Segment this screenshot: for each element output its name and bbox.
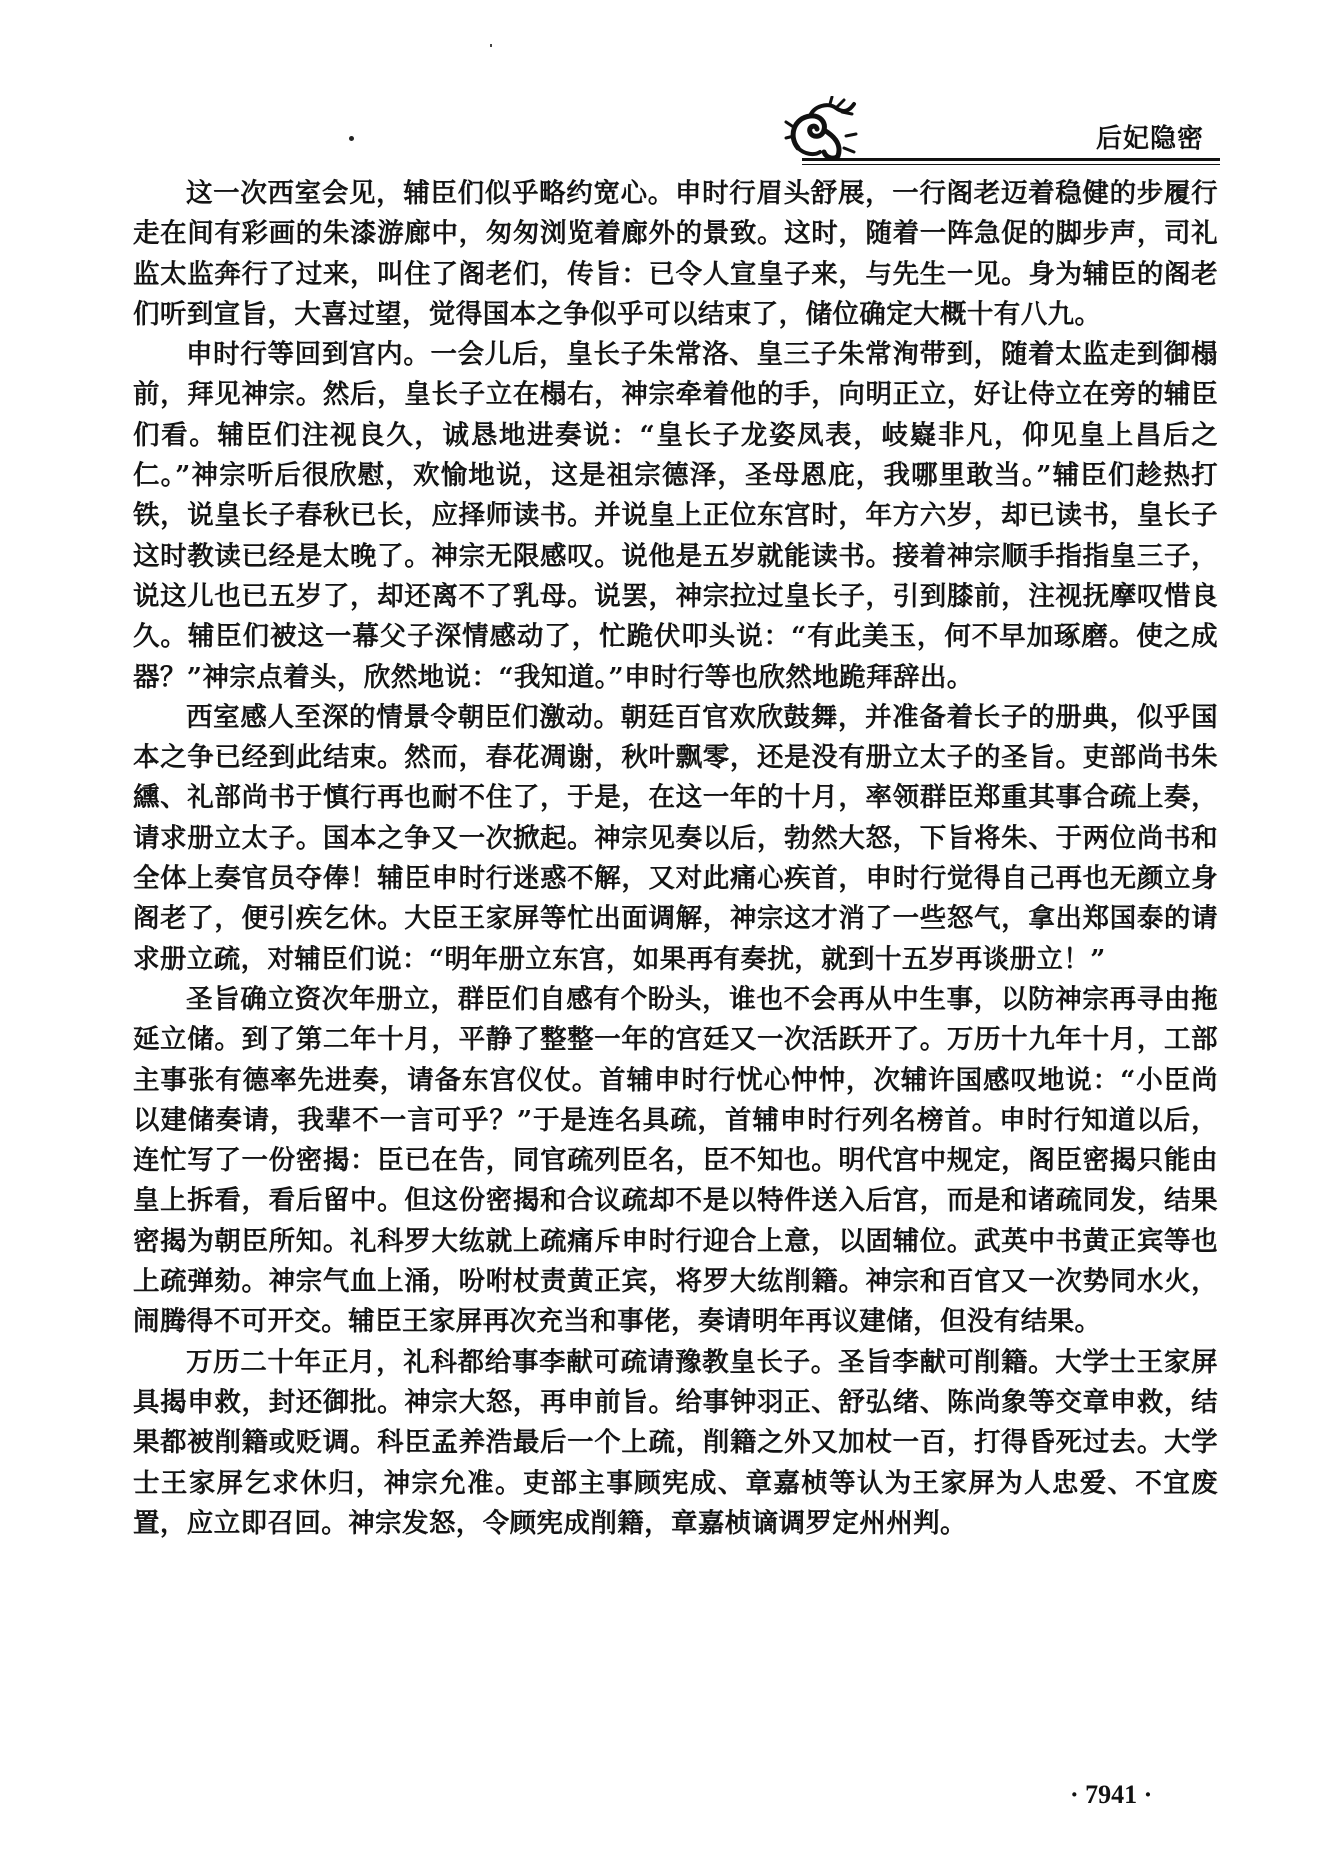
- paragraph: 万历二十年正月，礼科都给事李献可疏请豫教皇长子。圣旨李献可削籍。大学士王家屏具揭申救，封还御批。神宗大怒，再申前旨。给事钟羽正、舒弘绪、陈尚象等交章申救，结果都被削籍或贬调。科臣孟养浩最后一个上疏，削籍之外又加杖一百，打得昏死过去。大学士王家屏乞求休归，神宗允准。吏部主事顾宪成、章嘉桢等认为王家屏为人忠爱、不宜废置，应立即召回。神宗发怒，令顾宪成削籍，章嘉桢谪调罗定州州判。: [133, 1346, 1218, 1539]
- paragraph: 这一次西室会见，辅臣们似乎略约宽心。申时行眉头舒展，一行阁老迈着稳健的步履行走在间有彩画的朱漆游廊中，匆匆浏览着廊外的景致。这时，随着一阵急促的脚步声，司礼监太监奔行了过来，叫住了阁老们，传旨：已令人宣皇子来，与先生一见。身为辅臣的阁老们听到宣旨，大喜过望，觉得国本之争似乎可以结束了，储位确定大概十有八九。: [133, 178, 1218, 330]
- paragraph: 西室感人至深的情景令朝臣们激动。朝廷百官欢欣鼓舞，并准备着长子的册典，似乎国本之争已经到此结束。然而，春花凋谢，秋叶飘零，还是没有册立太子的圣旨。吏部尚书朱纁、礼部尚书于慎行再也耐不住了，于是，在这一年的十月，率领群臣郑重其事合疏上奏，请求册立太子。国本之争又一次掀起。神宗见奏以后，勃然大怒，下旨将朱、于两位尚书和全体上奏官员夺俸！辅臣申时行迷惑不解，又对此痛心疾首，申时行觉得自己再也无颜立身阁老了，便引疾乞休。大臣王家屏等忙出面调解，神宗这才消了一些怒气，拿出郑国泰的请求册立疏，对辅臣们说：“明年册立东宫，如果再有奏扰，就到十五岁再谈册立！”: [133, 701, 1218, 975]
- paragraph: 圣旨确立资次年册立，群臣们自感有个盼头，谁也不会再从中生事，以防神宗再寻由拖延立储。到了第二年十月，平静了整整一年的宫廷又一次活跃开了。万历十九年十月，工部主事张有德率先进奏，请备东宫仪仗。首辅申时行忧心忡忡，次辅许国感叹地说：“小臣尚以建储奏请，我辈不一言可乎？”于是连名具疏，首辅申时行列名榜首。申时行知道以后，连忙写了一份密揭：臣已在告，同官疏列臣名，臣不知也。明代宫中规定，阁臣密揭只能由皇上拆看，看后留中。但这份密揭和合议疏却不是以特件送入后宫，而是和诸疏同发，结果密揭为朝臣所知。礼科罗大纮就上疏痛斥申时行迎合上意，以固辅位。武英中书黄正宾等也上疏弹劾。神宗气血上涌，吩咐杖责黄正宾，将罗大纮削籍。神宗和百官又一次势同水火，闹腾得不可开交。辅臣王家屏再次充当和事佬，奏请明年再议建储，但没有结果。: [133, 983, 1218, 1338]
- page-header: [0, 0, 1322, 160]
- header-dot: [349, 136, 354, 141]
- header-rule: [802, 158, 1220, 161]
- header-rule-thin: [802, 164, 1220, 165]
- body-text: [133, 174, 1218, 1544]
- dragon-emblem-icon: [784, 96, 860, 162]
- section-title: 后妃隐密: [1096, 124, 1205, 154]
- page-number: · 7941 ·: [1070, 1780, 1153, 1809]
- paragraph: 申时行等回到宫内。一会儿后，皇长子朱常洛、皇三子朱常洵带到，随着太监走到御榻前，拜见神宗。然后，皇长子立在榻右，神宗牵着他的手，向明正立，好让侍立在旁的辅臣们看。辅臣们注视良久，诚恳地进奏说：“皇长子龙姿凤表，岐嶷非凡，仰见皇上昌后之仁。”神宗听后很欣慰，欢愉地说，这是祖宗德泽，圣母恩庇，我哪里敢当。”辅臣们趁热打铁，说皇长子春秋已长，应择师读书。并说皇上正位东宫时，年方六岁，却已读书，皇长子这时教读已经是太晚了。神宗无限感叹。说他是五岁就能读书。接着神宗顺手指指皇三子，说这儿也已五岁了，却还离不了乳母。说罢，神宗拉过皇长子，引到膝前，注视抚摩叹惜良久。辅臣们被这一幕父子深情感动了，忙跪伏叩头说：“有此美玉，何不早加琢磨。使之成器？”神宗点着头，欣然地说：“我知道。”申时行等也欣然地跪拜辞出。: [133, 339, 1218, 693]
- scan-speck: [490, 44, 492, 47]
